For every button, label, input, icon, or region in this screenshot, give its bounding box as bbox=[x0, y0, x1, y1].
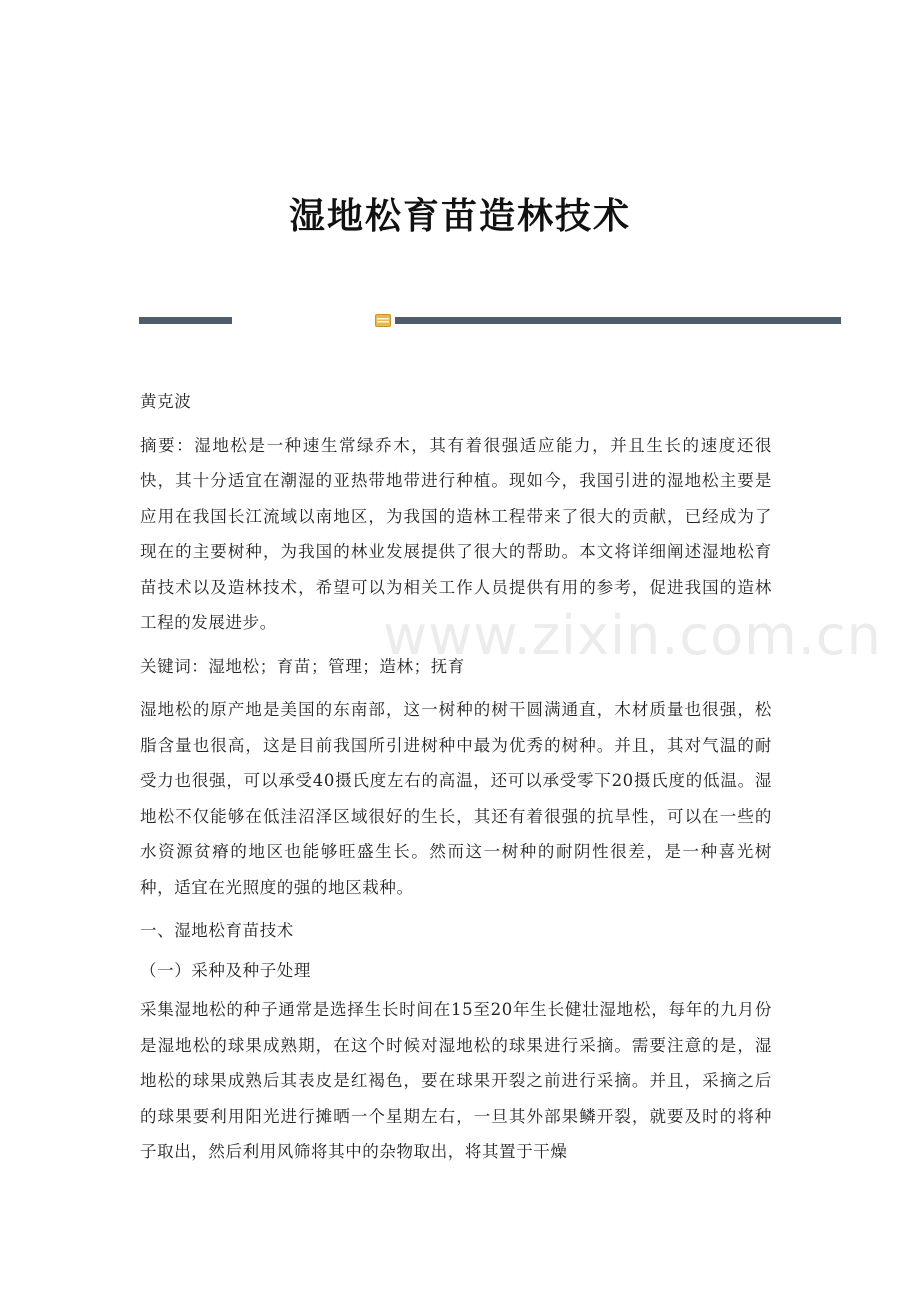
subsection-heading: （一）采种及种子处理 bbox=[140, 960, 311, 980]
document-body bbox=[140, 384, 772, 1178]
body-paragraph: 采集湿地松的种子通常是选择生长时间在15至20年生长健壮湿地松，每年的九月份是湿地松的球果成熟期，在这个时候对湿地松的球果进行采摘。需要注意的是，湿地松的球果成熟后其表皮是红褐色，要在球果开裂之前进行采摘。并且，采摘之后的球果要利用阳光进行摊晒一个星期左右，一旦其外部果鳞开裂，就要及时的将种子取出，然后利用风筛将其中的杂物取出，将其置于干燥 bbox=[140, 1000, 772, 1161]
divider-right-bar bbox=[395, 317, 841, 324]
divider-left-bar bbox=[139, 317, 232, 324]
section-heading: 一、湿地松育苗技术 bbox=[140, 921, 294, 940]
intro-paragraph: 湿地松的原产地是美国的东南部，这一树种的树干圆满通直，木材质量也很强，松脂含量也很高，这是目前我国所引进树种中最为优秀的树种。并且，其对气温的耐受力也很强，可以承受40摄氏度左右的高温，还可以承受零下20摄氏度的低温。湿地松不仅能够在低洼沼泽区域很好的生长，其还有着很强的抗旱性，可以在一些的水资源贫瘠的地区也能够旺盛生长。然而这一树种的耐阴性很差，是一种喜光树种，适宜在光照度的强的地区栽种。 bbox=[140, 700, 772, 897]
abstract-paragraph: 摘要：湿地松是一种速生常绿乔木，其有着很强适应能力，并且生长的速度还很快，其十分适宜在潮湿的亚热带地带进行种植。现如今，我国引进的湿地松主要是应用在我国长江流域以南地区，为我国的造林工程带来了很大的贡献，已经成为了现在的主要树种，为我国的林业发展提供了很大的帮助。本文将详细阐述湿地松育苗技术以及造林技术，希望可以为相关工作人员提供有用的参考，促进我国的造林工程的发展进步。 bbox=[140, 435, 772, 632]
author-name: 黄克波 bbox=[140, 392, 192, 411]
watermark-text: www.zixin.com.cn bbox=[383, 604, 882, 667]
keywords-paragraph: 关键词：湿地松；育苗；管理；造林；抚育 bbox=[140, 656, 465, 676]
envelope-icon bbox=[375, 314, 391, 327]
title-divider bbox=[139, 316, 841, 325]
document-title: 湿地松育苗造林技术 bbox=[288, 195, 631, 237]
